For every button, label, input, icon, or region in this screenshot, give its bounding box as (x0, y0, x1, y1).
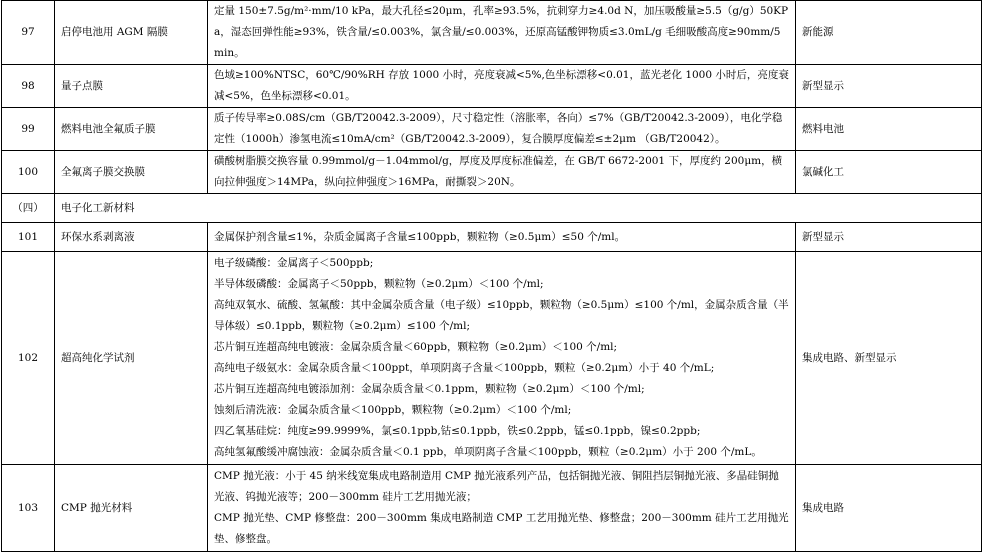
spec-cell (208, 1, 796, 65)
material-name: 燃料电池全氟质子膜 (55, 108, 208, 151)
row-number: 100 (2, 151, 55, 194)
spec-line: 半导体级磷酸：金属离子＜50ppb，颗粒物（≥0.2μm）＜100 个/ml; (214, 278, 544, 290)
spec-cell (208, 151, 796, 194)
application-field: 集成电路 (796, 465, 982, 552)
material-name: CMP 抛光材料 (55, 465, 208, 552)
spec-line: 高纯氢氟酸缓冲腐蚀液：金属杂质含量＜0.1 ppb，单项阴离子含量＜100ppb，颗粒（≥0.2μm）小于 200 个/mL。 (214, 446, 762, 458)
section-title: 电子化工新材料 (55, 194, 982, 223)
row-number: 103 (2, 465, 55, 552)
spec-line: 高纯电子级氨水：金属杂质含量＜100ppt，单项阴离子含量＜100ppb，颗粒（≥0.2μm）小于 40 个/mL; (214, 362, 715, 374)
material-name: 量子点膜 (55, 65, 208, 108)
table-row (2, 151, 982, 194)
spec-line: 芯片铜互连超高纯电镀添加剂：金属杂质含量＜0.1ppm，颗粒物（≥0.2μm）＜100 个/ml; (214, 383, 645, 395)
spec-cell (208, 465, 796, 552)
spec-line: CMP 抛光垫、CMP 修整盘：200－300mm 集成电路制造 CMP 工艺用抛光垫、修整盘；200－300mm 硅片工艺用抛光垫、修整盘。 (214, 512, 789, 545)
row-number: 99 (2, 108, 55, 151)
table-row (2, 223, 982, 252)
material-name: 启停电池用 AGM 隔膜 (55, 1, 208, 65)
spec-text: 金属保护剂含量≤1%，杂质金属离子含量≤100ppb，颗粒物（≥0.5μm）≤50 个/ml。 (214, 230, 626, 243)
spec-line: 蚀刻后清洗液：金属杂质含量＜100ppb，颗粒物（≥0.2μm）＜100 个/ml; (214, 404, 572, 416)
section-number: （四） (2, 194, 55, 223)
application-field: 燃料电池 (796, 108, 982, 151)
application-field: 新型显示 (796, 65, 982, 108)
spec-text: 质子传导率≥0.08S/cm（GB/T20042.3-2009），尺寸稳定性（溶胀率，各向）≤7%（GB/T20042.3-2009），电化学稳定性（1000h）渗氢电流≤10mA/cm²（GB/T20042.3-2009），复合膜厚度偏差≤±2μm （GB/T20042）。 (214, 112, 783, 145)
table-row (2, 108, 982, 151)
table-row (2, 465, 982, 552)
application-field: 集成电路、新型显示 (796, 252, 982, 465)
spec-cell (208, 65, 796, 108)
row-number: 97 (2, 1, 55, 65)
application-field: 氯碱化工 (796, 151, 982, 194)
spec-cell (208, 108, 796, 151)
spec-text: 磺酸树脂膜交换容量 0.99mmol/g－1.04mmol/g，厚度及厚度标准偏差，在 GB/T 6672-2001 下，厚度约 200μm，横向拉伸强度＞14MPa，纵向拉伸强度＞16MPa，耐撕裂＞20N。 (214, 155, 783, 188)
material-name: 全氟离子膜交换膜 (55, 151, 208, 194)
application-field: 新能源 (796, 1, 982, 65)
spec-cell (208, 252, 796, 465)
row-number: 98 (2, 65, 55, 108)
row-number: 102 (2, 252, 55, 465)
spec-line: 芯片铜互连超高纯电镀液：金属杂质含量＜60ppb，颗粒物（≥0.2μm）＜100 个/ml; (214, 341, 618, 353)
spec-text: 色域≥100%NTSC，60℃/90%RH 存放 1000 小时，亮度衰减<5%,色坐标漂移<0.01，蓝光老化 1000 小时后，亮度衰减<5%，色坐标漂移<0.01。 (214, 69, 789, 102)
spec-line: 电子级磷酸：金属离子＜500ppb; (214, 257, 374, 269)
table-row (2, 1, 982, 65)
materials-spec-table (1, 0, 982, 552)
spec-line: 高纯双氧水、硫酸、氢氟酸：其中金属杂质含量（电子级）≤10ppb，颗粒物（≥0.5μm）≤100 个/ml，金属杂质含量（半导体级）≤0.1ppb，颗粒物（≥0.2μm）≤100 个/ml; (214, 299, 789, 332)
spec-cell (208, 223, 796, 252)
spec-text: 定量 150±7.5g/m²·mm/10 kPa，最大孔径≤20μm，孔率≥93.5%，抗刺穿力≥4.0d N，加压吸酸量≥5.5（g/g）50KPa，湿态回弹性能≥93%，铁含量/≤0.003%，氯含量/≤0.003%，还原高锰酸钾物质≤3.0mL/g 毛细吸酸高度≥90mm/5min。 (214, 5, 789, 59)
material-name: 超高纯化学试剂 (55, 252, 208, 465)
spec-line: 四乙氧基硅烷：纯度≥99.9999%，氯≤0.1ppb,钴≤0.1ppb，铁≤0.2ppb，锰≤0.1ppb，镍≤0.2ppb; (214, 425, 701, 437)
section-header-row (2, 194, 982, 223)
application-field: 新型显示 (796, 223, 982, 252)
spec-line: CMP 抛光液：小于 45 纳米线宽集成电路制造用 CMP 抛光液系列产品，包括铜抛光液、铜阻挡层铜抛光液、多晶硅铜抛光液、钨抛光液等；200－300mm 硅片工艺用抛光液； (214, 470, 779, 503)
table-row (2, 252, 982, 465)
table-row (2, 65, 982, 108)
material-name: 环保水系剥离液 (55, 223, 208, 252)
row-number: 101 (2, 223, 55, 252)
